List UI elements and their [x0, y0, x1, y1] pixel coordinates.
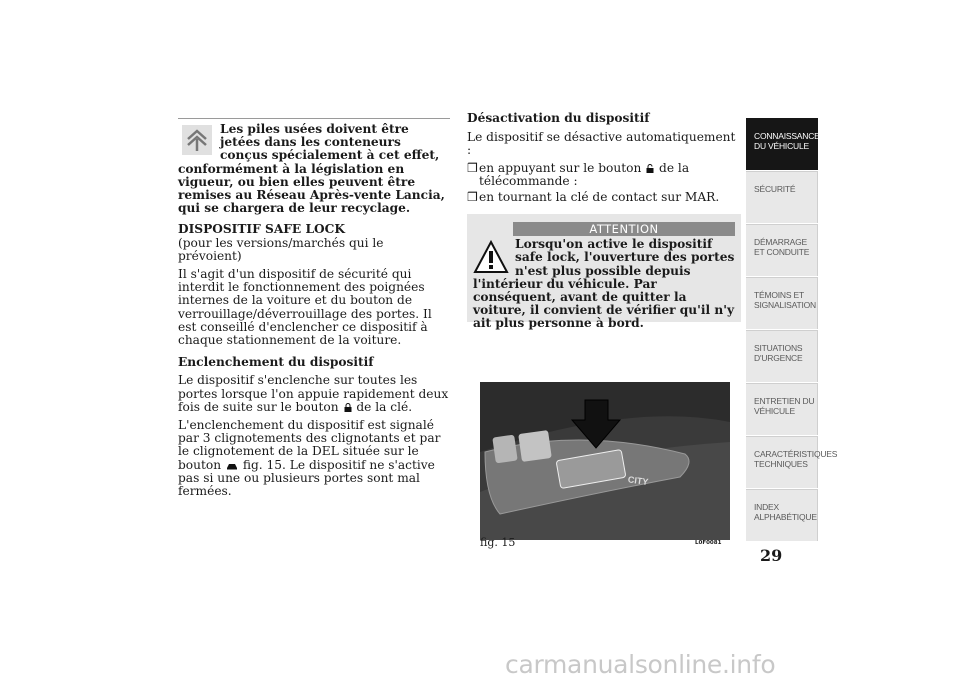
door-panel-figure: [480, 382, 730, 540]
engage-paragraph-1: Le dispositif s'enclenche sur toutes les portes lorsque l'on appuie rapidement deux fois de suite sur le bouton de la clé.: [178, 373, 449, 414]
bullet-item: ❒ en appuyant sur le bouton de la télécommande :: [467, 160, 690, 188]
unlock-icon: [646, 164, 654, 173]
recycle-icon: [182, 125, 212, 155]
tab-temoins-signalisation[interactable]: TÉMOINS ET SIGNALISATION: [746, 277, 818, 329]
section-rule: [178, 118, 450, 119]
warning-triangle-icon: [473, 240, 509, 274]
tab-caracteristiques-techniques[interactable]: CARACTÉRISTIQUES TECHNIQUES: [746, 436, 818, 488]
figure-caption: fig. 15: [480, 536, 516, 549]
bullet-marker: ❒: [467, 160, 478, 175]
attention-box: [467, 214, 741, 331]
safe-lock-subtitle: (pour les versions/marchés qui le prévoient): [178, 235, 384, 263]
safe-lock-paragraph: Il s'agit d'un dispositif de sécurité qui interdit le fonctionnement des poignées internes de la voiture et du bouton de verrouillage/déverrouillage des portes. Il est conseillé d'enclencher ce dispositif à chaque stationnement de la voiture.: [178, 267, 432, 348]
deactivation-intro: Le dispositif se désactive automatiquement :: [467, 130, 736, 158]
bullet-item: ❒ en tournant la clé de contact sur MAR.: [467, 190, 720, 205]
city-badge: CITY: [627, 474, 649, 488]
tab-entretien-vehicule[interactable]: ENTRETIEN DU VÉHICULE: [746, 383, 818, 435]
tab-securite[interactable]: SÉCURITÉ: [746, 171, 818, 223]
engage-paragraph-2: L'enclenchement du dispositif est signalé par 3 clignotements des clignotants et par le clignotement de la DEL située sur le bouton fig. 15. Le dispositif ne s'active pas si une ou plusieurs portes sont mal fermées.: [178, 418, 441, 499]
tab-situations-urgence[interactable]: SITUATIONS D'URGENCE: [746, 330, 818, 382]
attention-title: ATTENTION: [513, 222, 735, 236]
watermark: carmanualsonline.info: [505, 650, 776, 679]
car-lock-icon: [226, 461, 238, 470]
tab-index-alphabetique[interactable]: INDEX ALPHABÉTIQUE: [746, 489, 818, 541]
tab-connaissance-vehicule[interactable]: CONNAISSANCE DU VÉHICULE: [746, 118, 818, 170]
page-number: 29: [760, 546, 783, 565]
recycle-note: Les piles usées doivent être jetées dans les conteneurs conçus spécialement à cet effet, conformément à la législation en vigueur, ou bien elles peuvent être remises au Réseau Après-vente Lancia, qui se chargera de leur recyclage.: [178, 122, 445, 216]
lock-icon: [344, 403, 352, 412]
chapter-sidebar: [746, 118, 838, 542]
bullet-marker: ❒: [467, 190, 478, 205]
right-column: [467, 111, 739, 331]
engage-title: Enclenchement du dispositif: [178, 355, 374, 370]
deactivation-title: Désactivation du dispositif: [467, 111, 650, 125]
attention-text: Lorsqu'on active le dispositif safe lock, l'ouverture des portes n'est plus possible depuis l'intérieur du véhicule. Par conséquent, avant de quitter la voiture, il convient de vérifier qu'il n'y ait plus personne à bord.: [473, 237, 735, 331]
tab-demarrage-conduite[interactable]: DÉMARRAGE ET CONDUITE: [746, 224, 818, 276]
left-column: [178, 118, 450, 503]
safe-lock-title: DISPOSITIF SAFE LOCK: [178, 222, 345, 237]
figure-reference: L0F0081: [695, 540, 722, 546]
